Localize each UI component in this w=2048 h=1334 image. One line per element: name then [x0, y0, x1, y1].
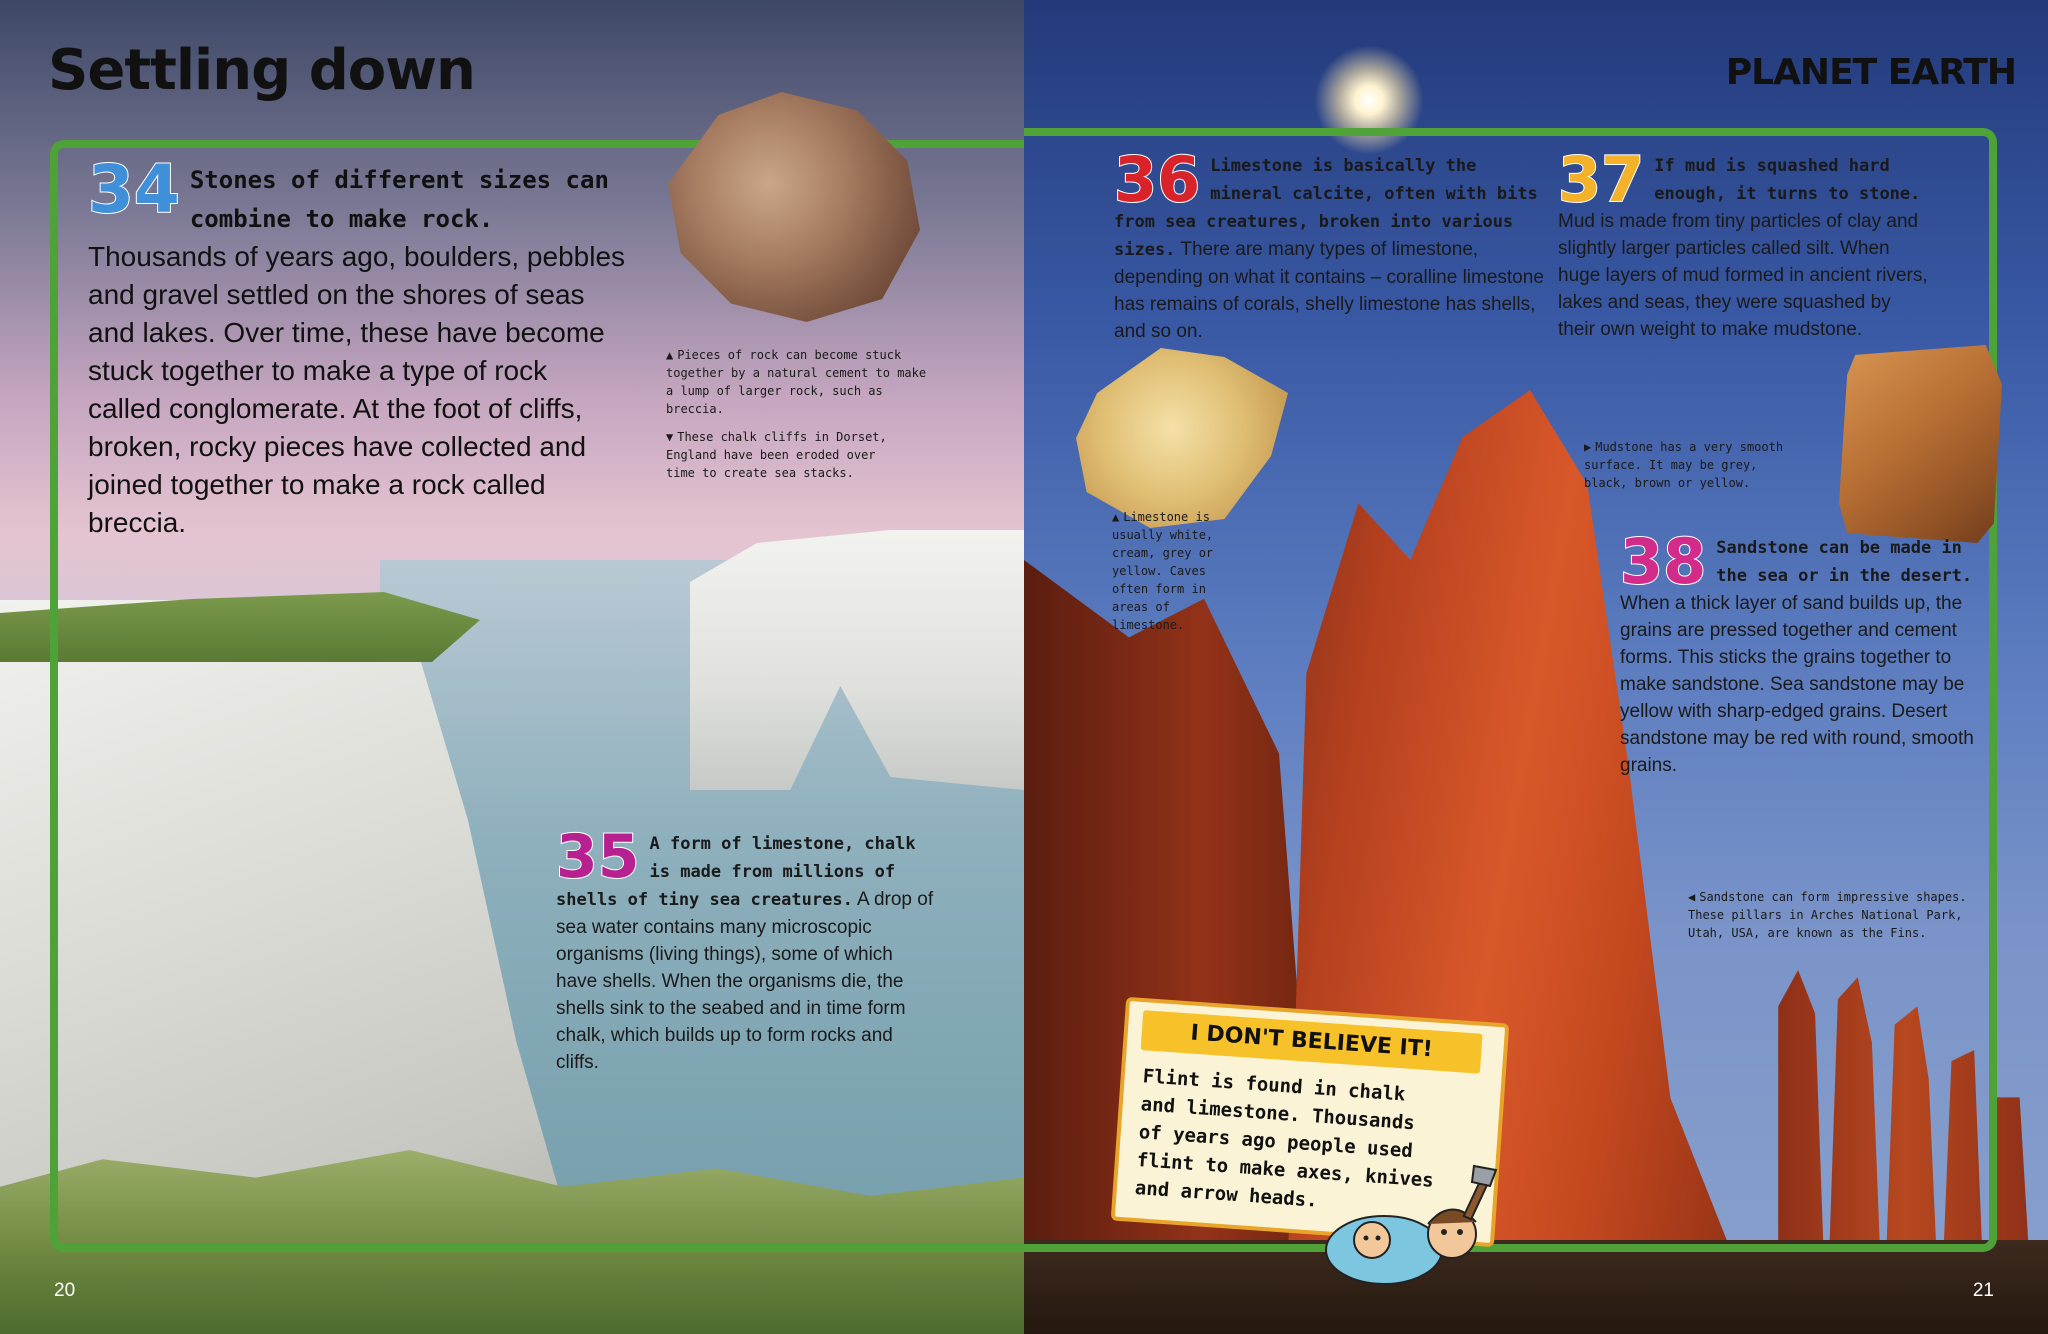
section-title: PLANET EARTH	[1725, 52, 2016, 93]
fact-lead: A form of limestone, chalk is made from millions of shells of tiny sea creatures.	[556, 834, 916, 910]
page-title: Settling down	[48, 38, 475, 103]
fact-38	[1620, 525, 2000, 779]
fact-number: 35	[556, 822, 640, 892]
idbi-text: Flint is found in chalk and limestone. Thousands of years ago people used flint to make axes, knives and arrow heads.	[1134, 1065, 1435, 1212]
page-number: 20	[54, 1280, 76, 1301]
triangle-up-icon: ▲	[1112, 510, 1120, 524]
triangle-left-icon: ◀	[1688, 890, 1696, 904]
fact-36	[1114, 143, 1554, 345]
fact-body: A drop of sea water contains many microscopic organisms (living things), some of which have shells. When the organisms die, the shells sink to the seabed and in time form chalk, which builds up to form rocks and cliffs.	[556, 889, 934, 1073]
fact-number: 34	[88, 151, 180, 228]
fact-body: Thousands of years ago, boulders, pebbles and gravel settled on the shores of seas and lakes. Over time, these have become stuck together to make a type of rock called conglomerate. At the foot of cliffs, broken, rocky pieces have collected and joined together to make a rock called breccia.	[88, 241, 626, 538]
triangle-down-icon: ▼	[666, 430, 674, 444]
fact-37	[1558, 143, 1928, 343]
caption-breccia: ▲ Pieces of rock can become stuck together by a natural cement to make a lump of larger rock, such as breccia.	[666, 348, 927, 416]
mudstone-rock-image	[1839, 345, 2002, 543]
fact-34	[88, 151, 628, 542]
fact-35	[556, 822, 936, 1076]
fact-number: 36	[1114, 143, 1201, 216]
triangle-right-icon: ▶	[1584, 440, 1592, 454]
fact-body: There are many types of limestone, depending on what it contains – coralline limestone has remains of corals, shelly limestone has shells, and so on.	[1114, 239, 1544, 342]
fact-lead: If mud is squashed hard enough, it turns to stone.	[1654, 156, 1921, 204]
fact-lead: Sandstone can be made in the sea or in the desert.	[1716, 538, 1973, 586]
caption-limestone: ▲ Limestone is usually white, cream, grey or yellow. Caves often form in areas of limestone.	[1112, 510, 1214, 632]
caveman-cartoon-icon	[1324, 1160, 1514, 1286]
caption-chalk-cliffs: ▼ These chalk cliffs in Dorset, England have been eroded over time to create sea stacks.	[666, 430, 887, 480]
triangle-up-icon: ▲	[666, 348, 674, 362]
fact-body: When a thick layer of sand builds up, the grains are pressed together and cement forms. This sticks the grains together to make sandstone. Sea sandstone may be yellow with sharp-edged grains. Desert sandstone may be red with round, smooth grains.	[1620, 593, 1974, 776]
caption-mudstone: ▶ Mudstone has a very smooth surface. It may be grey, black, brown or yellow.	[1584, 440, 1784, 490]
fact-lead: Stones of different sizes can combine to make rock.	[189, 166, 609, 233]
right-page	[1024, 0, 2048, 1334]
desert-ground	[1024, 1240, 2048, 1334]
idbi-title: I DON'T BELIEVE IT!	[1141, 1010, 1483, 1074]
caption-sandstone: ◀ Sandstone can form impressive shapes. These pillars in Arches National Park, Utah, USA, are known as the Fins.	[1688, 890, 1967, 940]
fact-number: 38	[1620, 525, 1707, 598]
page-number: 21	[1972, 1280, 1994, 1301]
fact-body: Mud is made from tiny particles of clay and slightly larger particles called silt. When huge layers of mud formed in ancient rivers, lakes and seas, they were squashed by their own weight to make mudstone.	[1558, 211, 1928, 340]
fact-lead: Limestone is basically the mineral calcite, often with bits from sea creatures, broken into various sizes.	[1114, 156, 1538, 260]
fact-number: 37	[1558, 143, 1645, 216]
